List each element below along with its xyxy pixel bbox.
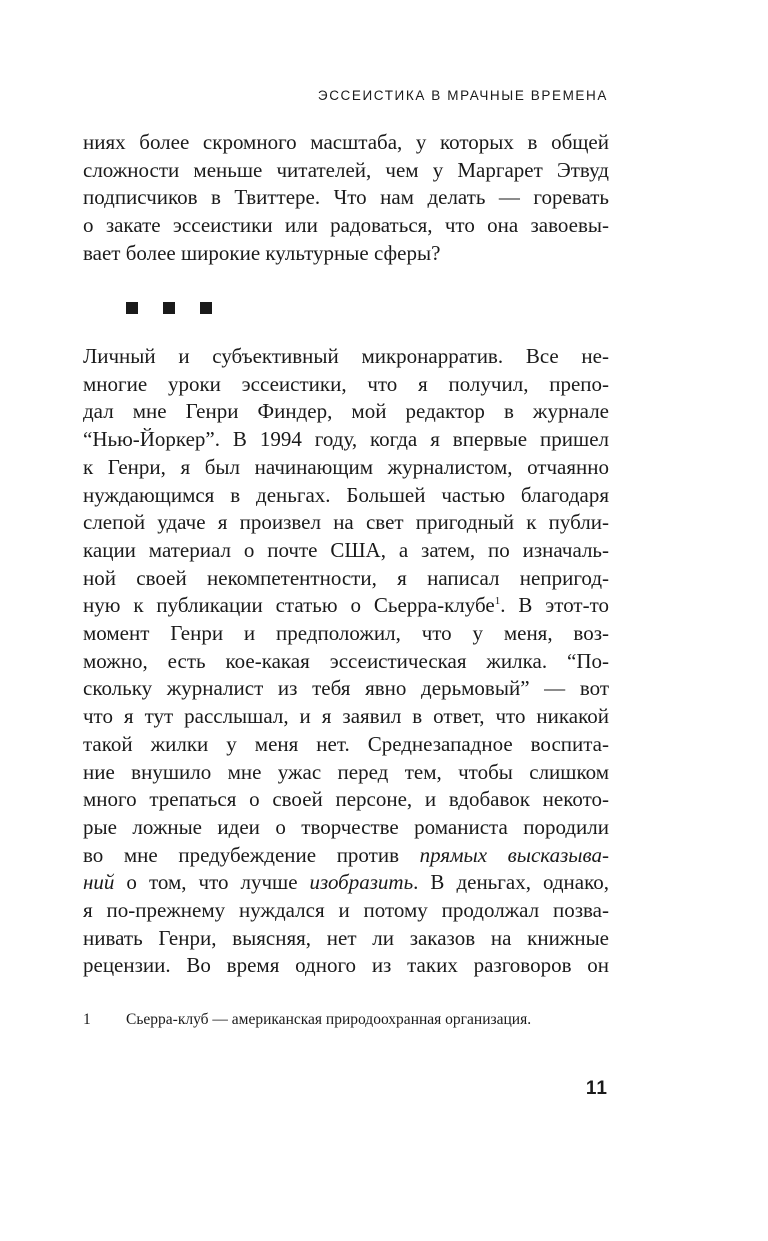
text-line: можно, есть кое-какая эссеистическая жилка. “По- [83,648,609,673]
text-line-with-italic [83,869,609,897]
text-line: нуждающимся в деньгах. Большей частью благодаря [83,482,609,507]
footnote-number: 1 [83,1011,91,1028]
separator-square-icon [126,302,138,314]
text-line: рые ложные идеи о творчестве романиста породили [83,814,609,839]
text-line: ние внушило мне ужас перед тем, чтобы слишком [83,759,609,784]
text-line: скольку журналист из тебя явно дерьмовый” — вот [83,676,609,701]
text-line-with-italic [83,842,609,870]
paragraph-main [83,343,609,980]
text-line: Личный и субъективный микронарратив. Все не- [83,344,609,368]
text-line: о закате эссеистики или радоваться, что она завоевы- [83,213,609,238]
text-fragment: . В этот-то [500,593,610,618]
text-line-with-footnote [83,592,609,620]
text-line: рецензии. Во время одного из таких разговоров он [83,953,609,978]
paragraph-continuation [83,129,609,268]
text-line: дал мне Генри Финдер, мой редактор в журнале [83,399,609,424]
text-fragment: во мне предубеждение против [83,842,420,867]
text-fragment: . В деньгах, однако, [413,870,609,895]
footnote-text: Сьерра-клуб — американская природоохранная организация. [126,1011,532,1028]
italic-fragment: изобразить [309,870,414,895]
text-line: ной своей некомпетентности, я написал непригод- [83,565,609,590]
footnote-reference: 1 [494,595,501,608]
italic-fragment: прямых высказыва- [419,842,609,867]
text-line: я по-прежнему нуждался и потому продолжал позва- [83,898,609,923]
text-line: сложности меньше читателей, чем у Маргарет Этвуд [83,157,609,182]
page-number: 11 [585,1078,608,1099]
text-line: такой жилки у меня нет. Среднезападное воспита- [83,731,609,756]
text-line: нивать Генри, выясняя, нет ли заказов на книжные [83,925,609,950]
text-fragment: ную к публикации статью о Сьерра-клубе [83,593,495,618]
separator-square-icon [163,302,175,314]
section-separator [126,302,212,314]
text-line: ниях более скромного масштаба, у которых в общей [83,130,609,154]
text-line: вает более широкие культурные сферы? [83,240,441,265]
text-line: момент Генри и предположил, что у меня, воз- [83,621,609,646]
text-line: кации материал о почте США, а затем, по изначаль- [83,537,609,562]
text-line: многие уроки эссеистики, что я получил, препо- [83,371,609,396]
text-line: что я тут расслышал, и я заявил в ответ, что никакой [83,704,609,729]
text-fragment: о том, что лучше [114,870,310,895]
italic-fragment: ний [83,870,115,895]
separator-square-icon [200,302,212,314]
text-line: много трепаться о своей персоне, и вдобавок некото- [83,787,609,812]
text-line: “Нью-Йоркер”. В 1994 году, когда я впервые пришел [83,427,609,452]
text-line: подписчиков в Твиттере. Что нам делать — горевать [83,185,609,210]
running-head: ЭССЕИСТИКА В МРАЧНЫЕ ВРЕМЕНА [317,88,608,103]
text-line: слепой удаче я произвел на свет пригодный к публи- [83,510,609,535]
text-line: к Генри, я был начинающим журналистом, отчаянно [83,454,609,479]
